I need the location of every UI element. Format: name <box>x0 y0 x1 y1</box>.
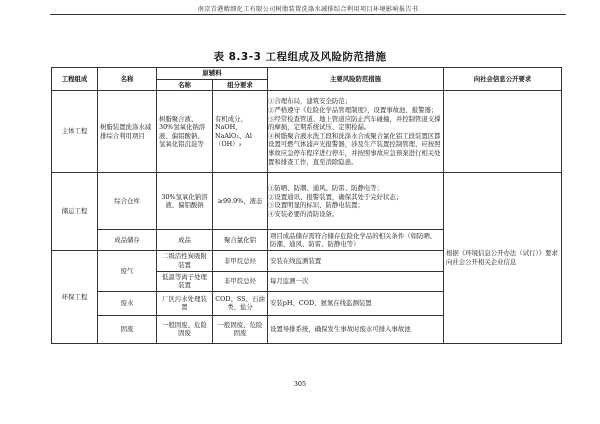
measure-line: ③设置明显的标识、防静电装置； <box>268 201 364 210</box>
raw-comp-cell-product: 聚合氯化铝 <box>213 230 268 251</box>
measure-line: ④安装必要的消防设备。 <box>268 209 339 218</box>
group-cell-main: 主体工程 <box>52 91 98 173</box>
name-cell-warehouse: 综合仓库 <box>98 173 157 230</box>
header-raw-composition: 组分要求 <box>213 79 268 91</box>
measure-line: ①防晒、防潮、通风、防雷、防静电等； <box>268 184 384 192</box>
header-divider <box>50 14 566 15</box>
risk-measures-table <box>51 67 561 344</box>
name-cell-main: 树脂装置洗涤水减排综合利用项目 <box>98 91 157 173</box>
header-group: 工程组成 <box>52 68 98 91</box>
raw-name-cell-product: 成品 <box>157 230 213 251</box>
raw-comp-cell-warehouse: ≥99.9%、液态 <box>213 173 268 230</box>
measure-line: ②严格遵守《危险化学品管理制度》，设置事故池、报警器； <box>268 105 438 114</box>
raw-name-cell-gas-1: 二级活性炭吸附装置 <box>157 251 213 271</box>
group-cell-env: 环保工程 <box>52 251 98 344</box>
measures-cell-main <box>268 91 444 173</box>
name-cell-solid: 固废 <box>98 315 157 343</box>
measures-cell-gas-1: 安装在线监测装置 <box>268 251 444 271</box>
header-name: 名称 <box>98 68 157 91</box>
header-measures: 主要风险防范措施 <box>268 68 444 91</box>
raw-name-cell-gas-2: 低温等离子处理装置 <box>157 271 213 291</box>
raw-comp-cell-gas-1: 非甲烷总烃 <box>213 251 268 271</box>
raw-name-cell-warehouse: 30%氢氧化钠溶液、偏铝酸钠 <box>157 173 213 230</box>
group-cell-storage: 储运工程 <box>52 173 98 251</box>
document-header: 南京青港精细化工有限公司树脂装置洗涤水减排综合利用项目环境影响报告书 <box>197 6 419 13</box>
raw-comp-cell-main: 有机成分、NaOH、NaAlO₂、Al（OH）₃ <box>213 91 268 173</box>
measures-cell-solid: 设置导排系统，确保发生事故时废水可排入事故池 <box>268 315 444 343</box>
name-cell-gas: 废气 <box>98 251 157 292</box>
disclosure-cell: 根据《环境信息公开办法（试行）》要求向社会公开相关企业信息 <box>444 173 562 344</box>
measures-cell-product: 项目成品储存需符合储存危险化学品的相关条件（如防晒、防潮、通风、防雷、防静电等） <box>268 230 444 251</box>
header-disclosure: 向社会信息公开要求 <box>444 68 562 91</box>
raw-name-cell-water: 厂区污水处理装置 <box>157 291 213 315</box>
measure-line: ②设置通讯、报警装置，确保其处于完好状态； <box>268 192 403 201</box>
name-cell-water: 废水 <box>98 291 157 315</box>
table-row <box>52 173 562 230</box>
measures-cell-gas-2: 每月监测一次 <box>268 271 444 291</box>
raw-name-cell-solid: 一般固废、危险固废 <box>157 315 213 343</box>
measure-line: ④树脂聚合液水洗工段和洗涤水合成聚合氯化铝工段装置区都设置可燃气体浦声光报警器，涉及生产装置控制管理、应按照事故应急停车程序进行停车，并按照事故应急预案进行相关处置和排查工作，直至消除隐患。 <box>268 131 441 166</box>
header-raw-materials: 原辅料 <box>157 68 268 80</box>
table-row <box>52 91 562 173</box>
header-raw-name: 名称 <box>157 79 213 91</box>
page-number: 305 <box>293 380 307 388</box>
disclosure-cell-main <box>444 91 562 173</box>
measures-cell-warehouse <box>268 173 444 230</box>
measure-line: ③经常检查管道、地上管道应防止汽车碰撞，并控制管道支撑的摩损，定期系统试压、定期检漏。 <box>268 114 441 132</box>
raw-comp-cell-solid: 一般固废、危险固废 <box>213 315 268 343</box>
measure-line: ①合理布局，建筑安全防范； <box>268 97 352 106</box>
raw-name-cell-main: 树脂聚合液、30%氢氧化钠溶液、偏铝酸钠、氢氧化铝沉淀等 <box>157 91 213 173</box>
table-title: 表 8.3-3 工程组成及风险防范措施 <box>213 51 387 63</box>
name-cell-product: 成品储存 <box>98 230 157 251</box>
raw-comp-cell-water: COD、SS、石油类、盐分 <box>213 291 268 315</box>
measures-cell-water: 安装pH、COD、氨氮在线监测装置 <box>268 291 444 315</box>
raw-comp-cell-gas-2: 非甲烷总烃 <box>213 271 268 291</box>
